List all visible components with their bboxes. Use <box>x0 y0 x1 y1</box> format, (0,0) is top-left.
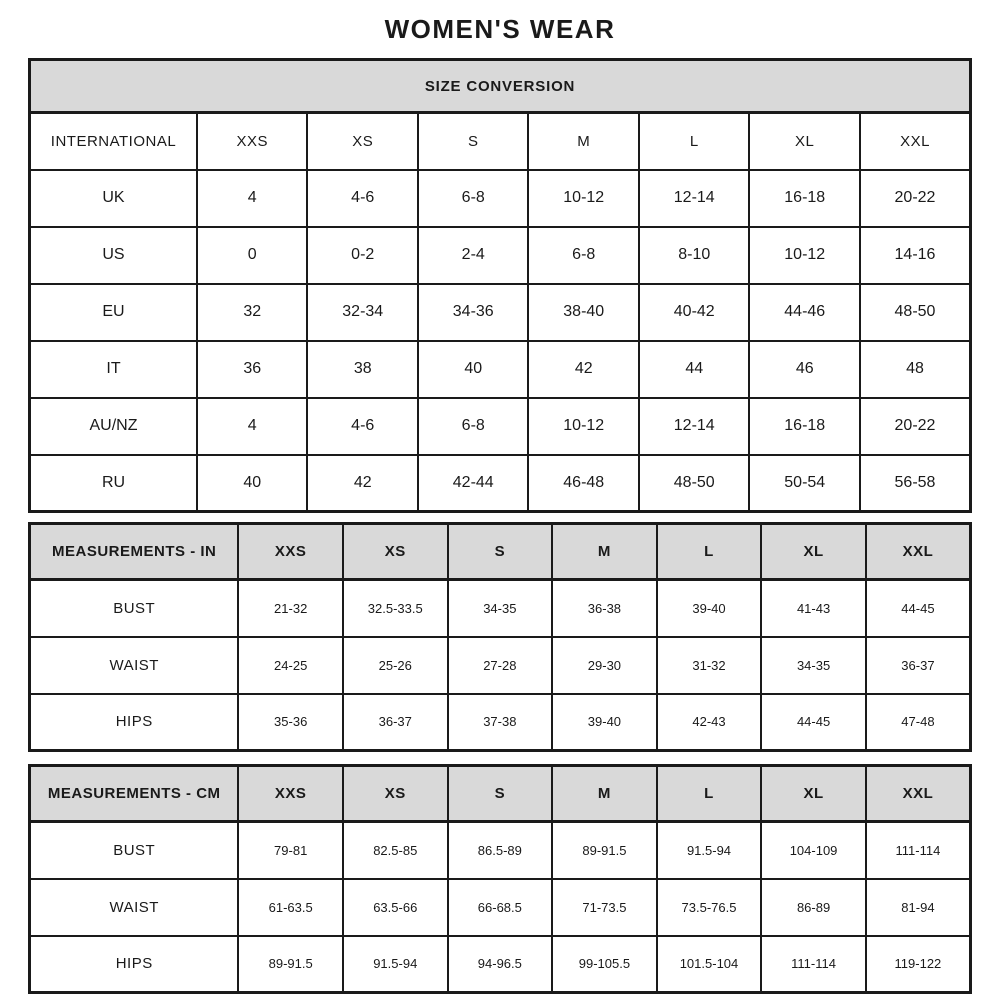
row-label: BUST <box>30 822 239 879</box>
row-label: EU <box>30 284 197 341</box>
value-cell: 14-16 <box>860 227 971 284</box>
table-row <box>30 936 971 993</box>
size-column-header: XXS <box>197 113 308 170</box>
size-column-header: XS <box>307 113 418 170</box>
row-label: HIPS <box>30 694 239 751</box>
size-column-header: L <box>657 766 762 822</box>
measurements-in-table <box>28 522 972 752</box>
value-cell: 0-2 <box>307 227 418 284</box>
value-cell: 39-40 <box>552 694 657 751</box>
size-conversion-header-row <box>30 113 971 170</box>
table-row <box>30 822 971 879</box>
value-cell: 63.5-66 <box>343 879 448 936</box>
value-cell: 47-48 <box>866 694 971 751</box>
value-cell: 4-6 <box>307 170 418 227</box>
value-cell: 12-14 <box>639 398 750 455</box>
value-cell: 36-38 <box>552 580 657 637</box>
size-column-header: XL <box>761 524 866 580</box>
measurements-cm-label: MEASUREMENTS - CM <box>30 766 239 822</box>
size-conversion-body <box>30 170 971 512</box>
value-cell: 48 <box>860 341 971 398</box>
table-row <box>30 455 971 512</box>
size-column-header: XS <box>343 524 448 580</box>
size-conversion-banner-row <box>30 60 971 113</box>
row-label: WAIST <box>30 637 239 694</box>
value-cell: 111-114 <box>761 936 866 993</box>
value-cell: 40 <box>197 455 308 512</box>
value-cell: 34-35 <box>448 580 553 637</box>
value-cell: 104-109 <box>761 822 866 879</box>
value-cell: 119-122 <box>866 936 971 993</box>
value-cell: 34-35 <box>761 637 866 694</box>
value-cell: 94-96.5 <box>448 936 553 993</box>
value-cell: 32.5-33.5 <box>343 580 448 637</box>
value-cell: 36-37 <box>866 637 971 694</box>
size-column-header: S <box>448 766 553 822</box>
value-cell: 42-43 <box>657 694 762 751</box>
value-cell: 44-45 <box>866 580 971 637</box>
value-cell: 6-8 <box>418 170 529 227</box>
value-cell: 36 <box>197 341 308 398</box>
measurements-cm-table <box>28 764 972 994</box>
value-cell: 42-44 <box>418 455 529 512</box>
value-cell: 39-40 <box>657 580 762 637</box>
value-cell: 73.5-76.5 <box>657 879 762 936</box>
value-cell: 86-89 <box>761 879 866 936</box>
value-cell: 89-91.5 <box>552 822 657 879</box>
value-cell: 16-18 <box>749 170 860 227</box>
value-cell: 71-73.5 <box>552 879 657 936</box>
size-column-header: XXL <box>866 766 971 822</box>
value-cell: 66-68.5 <box>448 879 553 936</box>
row-label: AU/NZ <box>30 398 197 455</box>
value-cell: 89-91.5 <box>238 936 343 993</box>
value-cell: 44-46 <box>749 284 860 341</box>
value-cell: 12-14 <box>639 170 750 227</box>
value-cell: 38-40 <box>528 284 639 341</box>
size-column-header: XS <box>343 766 448 822</box>
value-cell: 111-114 <box>866 822 971 879</box>
measurements-cm-header-row <box>30 766 971 822</box>
value-cell: 56-58 <box>860 455 971 512</box>
value-cell: 44 <box>639 341 750 398</box>
row-label: US <box>30 227 197 284</box>
size-column-header: XXS <box>238 766 343 822</box>
value-cell: 41-43 <box>761 580 866 637</box>
size-column-header: S <box>448 524 553 580</box>
value-cell: 46 <box>749 341 860 398</box>
measurements-in-header-row <box>30 524 971 580</box>
value-cell: 48-50 <box>639 455 750 512</box>
value-cell: 8-10 <box>639 227 750 284</box>
value-cell: 25-26 <box>343 637 448 694</box>
value-cell: 99-105.5 <box>552 936 657 993</box>
value-cell: 101.5-104 <box>657 936 762 993</box>
size-column-header: XXS <box>238 524 343 580</box>
table-row <box>30 879 971 936</box>
value-cell: 34-36 <box>418 284 529 341</box>
value-cell: 91.5-94 <box>657 822 762 879</box>
size-column-header: XXL <box>860 113 971 170</box>
row-label: WAIST <box>30 879 239 936</box>
value-cell: 46-48 <box>528 455 639 512</box>
value-cell: 4 <box>197 170 308 227</box>
value-cell: 10-12 <box>528 398 639 455</box>
value-cell: 6-8 <box>418 398 529 455</box>
table-row <box>30 227 971 284</box>
value-cell: 32 <box>197 284 308 341</box>
row-label: IT <box>30 341 197 398</box>
value-cell: 16-18 <box>749 398 860 455</box>
table-row <box>30 398 971 455</box>
size-column-header: M <box>528 113 639 170</box>
value-cell: 42 <box>307 455 418 512</box>
measurements-cm-body <box>30 822 971 993</box>
value-cell: 40-42 <box>639 284 750 341</box>
value-cell: 10-12 <box>749 227 860 284</box>
size-column-header: M <box>552 766 657 822</box>
value-cell: 20-22 <box>860 170 971 227</box>
row-label: UK <box>30 170 197 227</box>
value-cell: 2-4 <box>418 227 529 284</box>
value-cell: 36-37 <box>343 694 448 751</box>
value-cell: 61-63.5 <box>238 879 343 936</box>
size-column-header: S <box>418 113 529 170</box>
value-cell: 6-8 <box>528 227 639 284</box>
value-cell: 24-25 <box>238 637 343 694</box>
table-row <box>30 170 971 227</box>
table-row <box>30 637 971 694</box>
value-cell: 48-50 <box>860 284 971 341</box>
row-label: BUST <box>30 580 239 637</box>
value-cell: 10-12 <box>528 170 639 227</box>
value-cell: 42 <box>528 341 639 398</box>
page-title: WOMEN'S WEAR <box>384 14 616 44</box>
measurements-in-body <box>30 580 971 751</box>
size-conversion-banner: SIZE CONVERSION <box>30 60 971 113</box>
row-label: RU <box>30 455 197 512</box>
size-column-header: XL <box>761 766 866 822</box>
value-cell: 21-32 <box>238 580 343 637</box>
size-column-header: L <box>657 524 762 580</box>
value-cell: 44-45 <box>761 694 866 751</box>
value-cell: 81-94 <box>866 879 971 936</box>
value-cell: 29-30 <box>552 637 657 694</box>
value-cell: 27-28 <box>448 637 553 694</box>
row-label-international: INTERNATIONAL <box>30 113 197 170</box>
value-cell: 79-81 <box>238 822 343 879</box>
value-cell: 38 <box>307 341 418 398</box>
table-row <box>30 341 971 398</box>
value-cell: 32-34 <box>307 284 418 341</box>
size-conversion-table <box>28 58 972 513</box>
size-column-header: M <box>552 524 657 580</box>
table-row <box>30 284 971 341</box>
size-column-header: XXL <box>866 524 971 580</box>
value-cell: 20-22 <box>860 398 971 455</box>
value-cell: 82.5-85 <box>343 822 448 879</box>
value-cell: 4 <box>197 398 308 455</box>
measurements-in-label: MEASUREMENTS - IN <box>30 524 239 580</box>
table-row <box>30 694 971 751</box>
value-cell: 40 <box>418 341 529 398</box>
value-cell: 91.5-94 <box>343 936 448 993</box>
value-cell: 35-36 <box>238 694 343 751</box>
table-row <box>30 580 971 637</box>
value-cell: 86.5-89 <box>448 822 553 879</box>
size-column-header: XL <box>749 113 860 170</box>
value-cell: 31-32 <box>657 637 762 694</box>
value-cell: 50-54 <box>749 455 860 512</box>
value-cell: 37-38 <box>448 694 553 751</box>
row-label: HIPS <box>30 936 239 993</box>
value-cell: 0 <box>197 227 308 284</box>
value-cell: 4-6 <box>307 398 418 455</box>
size-column-header: L <box>639 113 750 170</box>
